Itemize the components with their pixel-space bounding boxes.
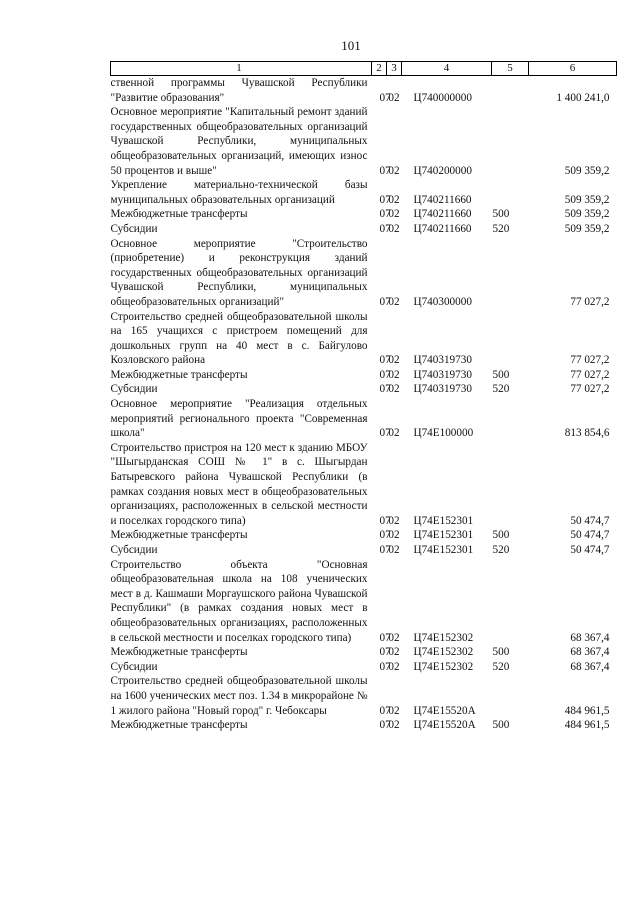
table-row [111,105,617,178]
row-name: Межбюджетные трансферты [110,368,248,381]
amount: 509 359,2 [564,222,610,235]
expense-type-code: 520 [492,222,510,235]
row-name: Межбюджетные трансферты [110,646,248,659]
header-col-6: 6 [529,62,617,76]
row-name: Строительство средней общеобразовательной школы на 165 учащихся с пристроем помещений для дошкольных групп на 40 мест в с. Байгулово Козловского района [110,310,368,367]
table-row [111,237,617,310]
amount: 1 400 241,0 [556,91,610,104]
subsection-code: 02 [388,383,400,396]
section-code: 07 [379,383,391,396]
table-row [111,222,617,237]
amount: 484 961,5 [564,719,610,732]
table-row [111,543,617,558]
subsection-code: 02 [388,295,400,308]
expense-type-code [492,558,529,646]
header-col-4: 4 [402,62,492,76]
section-code: 07 [379,208,391,221]
amount: 77 027,2 [570,368,610,381]
expense-type-code [492,441,529,529]
table-row [111,660,617,675]
row-name: Строительство объекта "Основная общеобразовательная школа на 108 ученических мест в д. Кашмаши Моргаушского района Чувашской Республики" (в рамках создания новых мест в общеобразовательных организациях, расположенных в сельской местности и поселках городского типа) [110,558,368,644]
target-article-code: Ц740211660 [413,222,472,235]
section-code: 07 [379,164,391,177]
amount: 813 854,6 [564,427,610,440]
page-number: 101 [341,38,361,53]
section-code: 07 [379,631,391,644]
section-code: 07 [379,295,391,308]
subsection-code: 02 [388,719,400,732]
section-code: 07 [379,660,391,673]
subsection-code: 02 [388,660,400,673]
target-article-code: Ц74Е152301 [413,544,474,556]
target-article-code: Ц740211660 [413,208,472,221]
row-name: Субсидии [110,544,158,556]
subsection-code: 02 [388,427,400,440]
amount: 484 961,5 [564,704,610,717]
table-row [111,382,617,397]
expense-type-code: 500 [492,529,510,542]
subsection-code: 02 [388,514,400,527]
expense-type-code [492,397,529,441]
row-name: Строительство пристроя на 120 мест к зданию МБОУ "Шыгырданская СОШ № 1" в с. Шыгырдан Батыревского района Чувашской Республики (в рамках создания новых мест в общеобразовательных организациях, расположенных в сельской местности и поселках городского типа) [110,441,368,527]
expense-type-code [492,310,529,368]
header-col-5: 5 [492,62,529,76]
expense-type-code: 520 [492,544,510,556]
table-row [111,368,617,383]
amount: 77 027,2 [570,383,610,396]
amount: 50 474,7 [570,529,610,542]
section-code: 07 [379,544,391,556]
header-row [111,62,617,76]
row-name: Основное мероприятие "Строительство (приобретение) и реконструкция зданий государственных общеобразовательных организаций Чувашской Республики, муниципальных общеобразовательных организаций" [110,237,368,308]
target-article-code: Ц74Е152301 [413,514,474,527]
target-article-code: Ц740211660 [413,193,472,206]
row-name: Межбюджетные трансферты [110,208,248,221]
target-article-code: Ц740000000 [413,91,472,104]
row-name: Субсидии [110,383,158,396]
header-col-3: 3 [387,62,402,76]
expense-type-code: 520 [492,660,510,673]
subsection-code: 02 [388,193,400,206]
row-name: Субсидии [110,660,158,673]
amount: 50 474,7 [570,544,610,556]
amount: 509 359,2 [564,193,610,206]
section-code: 07 [379,222,391,235]
expense-type-code [492,237,529,310]
target-article-code: Ц740319730 [413,354,472,367]
table-row [111,76,617,106]
budget-table [110,61,617,733]
row-name: Межбюджетные трансферты [110,719,248,732]
subsection-code: 02 [388,208,400,221]
row-name: ственной программы Чувашской Республики "Развитие образования" [110,77,368,104]
header-col-2: 2 [372,62,387,76]
expense-type-code [492,76,529,106]
subsection-code: 02 [388,529,400,542]
target-article-code: Ц74Е15520А [413,704,476,717]
subsection-code: 02 [388,704,400,717]
expense-type-code: 500 [492,368,510,381]
table-row [111,441,617,529]
subsection-code: 02 [388,631,400,644]
section-code: 07 [379,91,391,104]
subsection-code: 02 [388,646,400,659]
row-name: Основное мероприятие "Реализация отдельных мероприятий регионального проекта "Современная школа" [110,398,368,440]
section-code: 07 [379,514,391,527]
expense-type-code: 520 [492,383,510,396]
subsection-code: 02 [388,222,400,235]
expense-type-code: 500 [492,208,510,221]
amount: 509 359,2 [564,208,610,221]
table-row [111,207,617,222]
section-code: 07 [379,427,391,440]
subsection-code: 02 [388,91,400,104]
target-article-code: Ц740319730 [413,383,472,396]
row-name: Укрепление материально-технической базы муниципальных образовательных организаций [110,179,368,206]
amount: 509 359,2 [564,164,610,177]
target-article-code: Ц74Е15520А [413,719,476,732]
row-name: Строительство средней общеобразовательной школы на 1600 ученических мест поз. 1.34 в микрорайоне № 1 жилого района "Новый город" г. Чебоксары [110,675,368,717]
amount: 68 367,4 [570,646,610,659]
section-code: 07 [379,719,391,732]
amount: 77 027,2 [570,295,610,308]
amount: 68 367,4 [570,660,610,673]
table-row [111,674,617,718]
section-code: 07 [379,354,391,367]
target-article-code: Ц74Е152302 [413,646,474,659]
table-row [111,397,617,441]
header-col-1: 1 [111,62,372,76]
section-code: 07 [379,704,391,717]
expense-type-code [492,105,529,178]
subsection-code: 02 [388,354,400,367]
row-name: Субсидии [110,222,158,235]
section-code: 07 [379,646,391,659]
target-article-code: Ц74Е152302 [413,660,474,673]
table-row [111,528,617,543]
amount: 50 474,7 [570,514,610,527]
subsection-code: 02 [388,368,400,381]
target-article-code: Ц740300000 [413,295,472,308]
row-name: Межбюджетные трансферты [110,529,248,542]
amount: 68 367,4 [570,631,610,644]
target-article-code: Ц74Е100000 [413,427,474,440]
expense-type-code: 500 [492,646,510,659]
table-row [111,310,617,368]
target-article-code: Ц740319730 [413,368,472,381]
target-article-code: Ц74Е152301 [413,529,474,542]
table-body [111,76,617,733]
table-row [111,718,617,733]
row-name: Основное мероприятие "Капитальный ремонт зданий государственных общеобразовательных организаций Чувашской Республики, муниципальных общеобразовательных организаций, имеющих износ 50 процентов и выше" [110,106,368,177]
expense-type-code: 500 [492,719,510,732]
section-code: 07 [379,368,391,381]
target-article-code: Ц740200000 [413,164,472,177]
subsection-code: 02 [388,544,400,556]
table-row [111,645,617,660]
section-code: 07 [379,529,391,542]
target-article-code: Ц74Е152302 [413,631,474,644]
table-row [111,558,617,646]
subsection-code: 02 [388,164,400,177]
table-row [111,178,617,207]
amount: 77 027,2 [570,354,610,367]
expense-type-code [492,178,529,207]
section-code: 07 [379,193,391,206]
expense-type-code [492,674,529,718]
